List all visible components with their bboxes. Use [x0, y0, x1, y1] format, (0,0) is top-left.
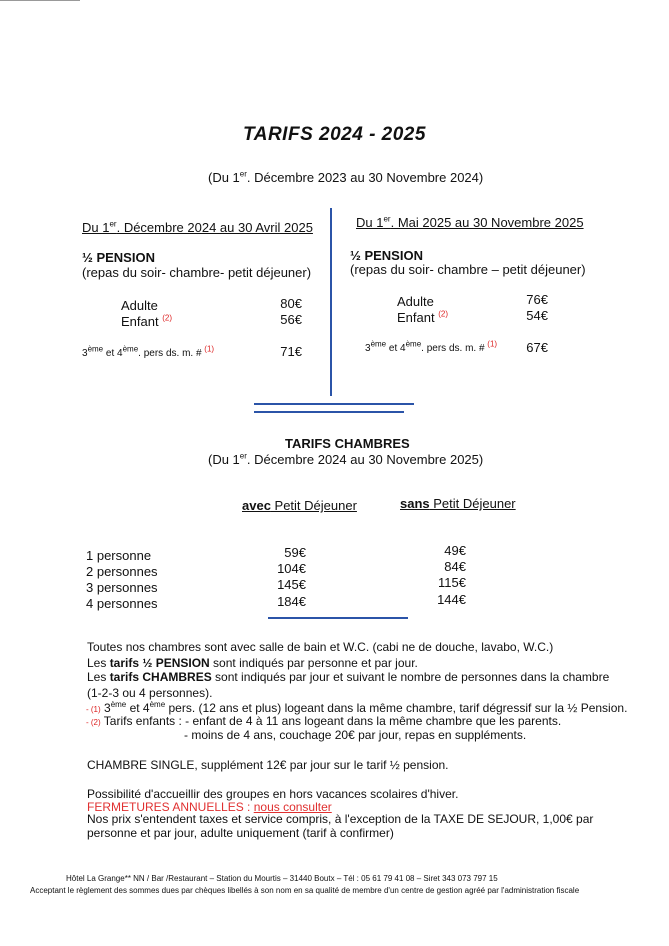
room-row-avec: 184€: [277, 594, 306, 609]
left-enfant-label: Enfant $^{(2)}$: [121, 313, 172, 329]
room-row-avec: 104€: [277, 561, 306, 576]
room-row-sans: 84€: [444, 559, 466, 574]
room-row-label: 3 personnes: [86, 580, 158, 595]
note-tax-2: personne et par jour, adulte uniquement (tarif à confirmer): [87, 826, 394, 840]
column-divider: [330, 208, 332, 396]
room-row-label: 4 personnes: [86, 596, 158, 611]
right-adulte-label: Adulte: [397, 294, 434, 309]
note-half-board: Les tarifs ½ PENSION sont indiqués par personne et par jour.: [87, 656, 418, 670]
note-under-4: - moins de 4 ans, couchage 20€ par jour, repas en suppléments.: [184, 728, 527, 742]
note-single: CHAMBRE SINGLE, supplément 12€ par jour sur le tarif ½ pension.: [87, 758, 449, 772]
left-period: Du 1er. Décembre 2024 au 30 Avril 2025: [82, 219, 313, 235]
note-groups: Possibilité d'accueillir des groupes en hors vacances scolaires d'hiver.: [87, 787, 459, 801]
right-heading: ½ PENSION: [350, 248, 423, 263]
note-closures: FERMETURES ANNUELLES : nous consulter: [87, 800, 332, 814]
right-enfant-label: Enfant $^{(2)}$: [397, 309, 448, 325]
left-adulte-label: Adulte: [121, 298, 158, 313]
left-adulte-price: 80€: [280, 296, 302, 311]
note-footnote-1: - (1) 3ème et 4ème pers. (12 ans et plus) logeant dans la même chambre, tarif dégressif sur la ½ Pension.: [86, 700, 628, 715]
right-desc: (repas du soir- chambre – petit déjeuner): [350, 262, 586, 277]
note-room-rates: Les tarifs CHAMBRES sont indiqués par jour et suivant le nombre de personnes dans la chambre: [87, 670, 610, 684]
left-heading: ½ PENSION: [82, 250, 155, 265]
separator-rule-2: [254, 411, 404, 413]
footer-payment: Acceptant le règlement des sommes dues par chèques libellés à son nom en sa qualité de membre d'un centre de gestion agréé par l'administration fiscale: [30, 886, 580, 895]
room-row-avec: 145€: [277, 577, 306, 592]
separator-rule: [254, 403, 414, 405]
note-persons: (1-2-3 ou 4 personnes).: [87, 686, 213, 700]
main-period: (Du 1er. Décembre 2023 au 30 Novembre 2024): [208, 169, 484, 185]
right-period: Du 1er. Mai 2025 au 30 Novembre 2025: [356, 214, 584, 230]
right-third-label: 3ème et 4ème. pers ds. m. # $^{(1)}$: [365, 339, 498, 354]
col-sans-header: sans Petit Déjeuner: [400, 496, 516, 511]
right-third-price: 67€: [526, 340, 548, 355]
right-enfant-price: 54€: [526, 308, 548, 323]
note-footnote-2: - (2) Tarifs enfants : - enfant de 4 à 11 ans logeant dans la même chambre que les parents.: [86, 714, 562, 728]
page-title: TARIFS 2024 - 2025: [243, 124, 426, 145]
col-avec-header: avec Petit Déjeuner: [242, 498, 357, 513]
left-third-label: 3ème et 4ème. pers ds. m. # $^{(1)}$: [82, 344, 215, 359]
note-rooms: Toutes nos chambres sont avec salle de bain et W.C. (cabi ne de douche, lavabo, W.C.): [87, 640, 554, 654]
room-row-sans: 49€: [444, 543, 466, 558]
rooms-rule: [268, 617, 408, 619]
footer-address: Hôtel La Grange** NN / Bar /Restaurant – Station du Mourtis – 31440 Boutx – Tél : 05 61 79 41 08 – Siret 343 073 797 15: [66, 874, 498, 883]
rooms-title: TARIFS CHAMBRES: [285, 436, 410, 451]
note-tax-1: Nos prix s'entendent taxes et service compris, à l'exception de la TAXE DE SEJOUR, 1,00€ par: [87, 812, 594, 826]
right-adulte-price: 76€: [526, 292, 548, 307]
room-row-sans: 115€: [438, 575, 466, 590]
room-row-sans: 144€: [437, 592, 466, 607]
room-row-label: 2 personnes: [86, 564, 158, 579]
rooms-period: (Du 1er. Décembre 2024 au 30 Novembre 2025): [208, 451, 484, 467]
left-third-price: 71€: [280, 344, 302, 359]
left-enfant-price: 56€: [280, 312, 302, 327]
top-rule: [0, 0, 80, 1]
left-desc: (repas du soir- chambre- petit déjeuner): [82, 265, 312, 280]
room-row-avec: 59€: [284, 545, 306, 560]
room-row-label: 1 personne: [86, 548, 152, 563]
